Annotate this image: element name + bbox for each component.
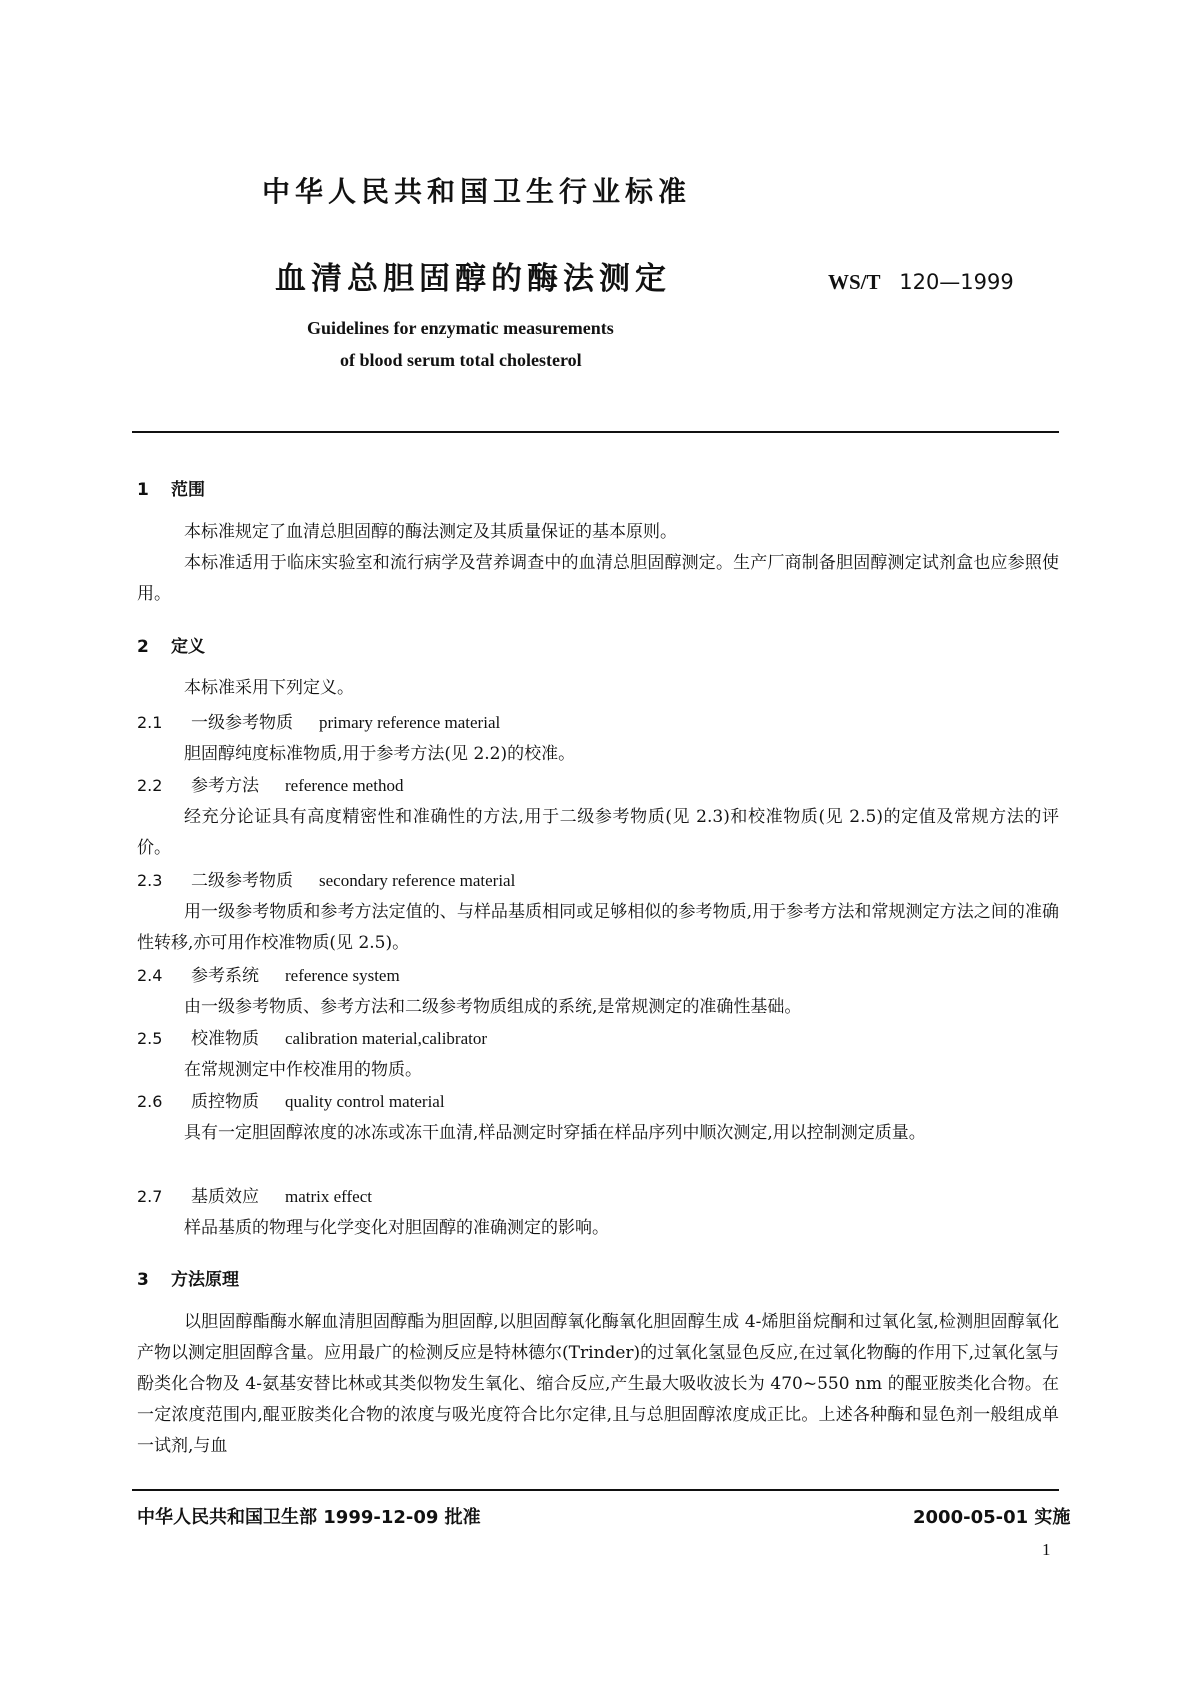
- term-entry: [137, 1182, 372, 1207]
- footer-divider: [132, 1489, 1059, 1491]
- term-chinese: 参考系统: [191, 966, 259, 986]
- term-entry: [137, 771, 403, 796]
- paragraph: 本标准规定了血清总胆固醇的酶法测定及其质量保证的基本原则。: [184, 522, 677, 542]
- term-number: 2.3: [137, 871, 163, 890]
- term-definition: 胆固醇纯度标准物质,用于参考方法(见 2.2)的校准。: [184, 744, 576, 764]
- english-title-line2: of blood serum total cholesterol: [340, 350, 582, 370]
- standard-code-label: WS/T: [828, 270, 881, 294]
- paragraph: 本标准适用于临床实验室和流行病学及营养调查中的血清总胆固醇测定。生产厂商制备胆固醇测定试剂盒也应参照使用。: [137, 553, 1059, 604]
- term-number: 2.6: [137, 1092, 163, 1111]
- term-english: quality control material: [285, 1092, 445, 1111]
- term-number: 2.2: [137, 776, 163, 795]
- page-number: 1: [1042, 1540, 1051, 1559]
- section-heading-scope: [137, 475, 205, 500]
- issuer-heading: 中华人民共和国卫生行业标准: [262, 175, 692, 208]
- approval-line: 中华人民共和国卫生部 1999-12-09 批准: [137, 1507, 481, 1528]
- term-chinese: 校准物质: [191, 1029, 259, 1049]
- section-number: 3: [137, 1270, 149, 1290]
- term-number: 2.4: [137, 966, 163, 985]
- english-title-line1: Guidelines for enzymatic measurements: [307, 318, 614, 338]
- standard-code-number: 120—1999: [899, 270, 1014, 294]
- term-number: 2.7: [137, 1187, 163, 1206]
- term-number: 2.5: [137, 1029, 163, 1048]
- section-number: 2: [137, 637, 149, 657]
- term-number: 2.1: [137, 713, 163, 732]
- term-english: secondary reference material: [319, 871, 516, 890]
- term-english: reference system: [285, 966, 400, 985]
- term-entry: [137, 961, 400, 986]
- term-english: matrix effect: [285, 1187, 373, 1206]
- term-english: calibration material,calibrator: [285, 1029, 488, 1048]
- term-chinese: 参考方法: [191, 776, 259, 796]
- section-title: 方法原理: [171, 1270, 239, 1290]
- term-english: primary reference material: [319, 713, 501, 732]
- section-title: 范围: [171, 480, 205, 500]
- section-heading-principle: [137, 1265, 239, 1290]
- term-definition: 由一级参考物质、参考方法和二级参考物质组成的系统,是常规测定的准确性基础。: [184, 997, 802, 1017]
- term-chinese: 基质效应: [191, 1187, 259, 1207]
- term-entry: [137, 1087, 445, 1112]
- standard-code: [828, 270, 1014, 295]
- term-entry: [137, 708, 500, 733]
- term-english: reference method: [285, 776, 404, 795]
- paragraph: 以胆固醇酯酶水解血清胆固醇酯为胆固醇,以胆固醇氧化酶氧化胆固醇生成 4-烯胆甾烷酮和过氧化氢,检测胆固醇氧化产物以测定胆固醇含量。应用最广的检测反应是特林德尔(Trinder)的过氧化氢显色反应,在过氧化物酶的作用下,过氧化氢与酚类化合物及 4-氨基安替比林或其类似物发生氧化、缩合反应,产生最大吸收波长为 470~550 nm 的醌亚胺类化合物。在一定浓度范围内,醌亚胺类化合物的浓度与吸光度符合比尔定律,且与总胆固醇浓度成正比。上述各种酶和显色剂一般组成单一试剂,与血: [137, 1312, 1059, 1456]
- paragraph: 本标准采用下列定义。: [184, 678, 354, 698]
- document-title: 血清总胆固醇的酶法测定: [275, 261, 671, 297]
- section-title: 定义: [171, 637, 205, 657]
- effective-date-line: 2000-05-01 实施: [913, 1507, 1071, 1528]
- term-chinese: 一级参考物质: [191, 713, 293, 733]
- term-definition: 样品基质的物理与化学变化对胆固醇的准确测定的影响。: [184, 1218, 609, 1238]
- term-entry: [137, 1024, 487, 1049]
- term-definition: 经充分论证具有高度精密性和准确性的方法,用于二级参考物质(见 2.3)和校准物质(见 2.5)的定值及常规方法的评价。: [137, 807, 1059, 858]
- term-chinese: 二级参考物质: [191, 871, 293, 891]
- header-divider: [132, 431, 1059, 433]
- term-entry: [137, 866, 515, 891]
- section-number: 1: [137, 480, 149, 500]
- section-heading-definitions: [137, 632, 205, 657]
- term-definition: 具有一定胆固醇浓度的冰冻或冻干血清,样品测定时穿插在样品序列中顺次测定,用以控制测定质量。: [184, 1123, 926, 1143]
- term-definition: 用一级参考物质和参考方法定值的、与样品基质相同或足够相似的参考物质,用于参考方法和常规测定方法之间的准确性转移,亦可用作校准物质(见 2.5)。: [137, 902, 1059, 953]
- term-definition: 在常规测定中作校准用的物质。: [184, 1060, 422, 1080]
- term-chinese: 质控物质: [191, 1092, 259, 1112]
